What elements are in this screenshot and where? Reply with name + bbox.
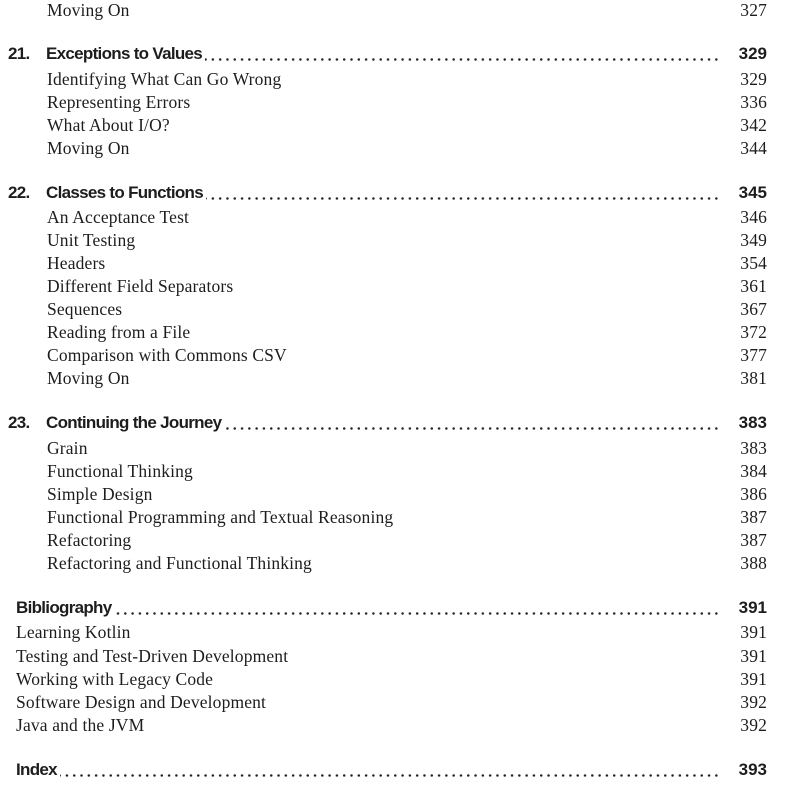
toc-section-entry[interactable] (0, 669, 800, 692)
section-title: Simple Design (47, 484, 153, 504)
page-number: 383 (738, 413, 767, 432)
page-number: 336 (740, 92, 767, 112)
page-number: 381 (740, 368, 767, 388)
section-title: Sequences (47, 299, 123, 319)
page-number: 354 (740, 253, 767, 273)
toc-section-entry[interactable] (0, 692, 800, 715)
section-title: Testing and Test-Driven Development (16, 646, 289, 666)
section-title: What About I/O? (47, 115, 170, 135)
toc-section-entry[interactable] (0, 553, 800, 576)
chapter-number: 22. (8, 183, 30, 202)
toc-section-entry[interactable] (0, 253, 800, 276)
page-number: 391 (740, 669, 767, 689)
toc-section-entry[interactable] (0, 484, 800, 507)
toc-section-entry[interactable] (0, 646, 800, 669)
toc-chapter-entry[interactable] (0, 44, 800, 67)
section-title: Working with Legacy Code (16, 669, 214, 689)
page-number: 387 (740, 530, 767, 550)
page-number: 386 (740, 484, 767, 504)
page-number: 393 (738, 760, 767, 779)
toc-bibliography-entry[interactable] (0, 598, 800, 621)
page-number: 327 (740, 0, 767, 20)
section-title: Moving On (47, 138, 130, 158)
page-number: 329 (738, 44, 767, 63)
section-title: Reading from a File (47, 322, 191, 342)
section-title: Refactoring (47, 530, 132, 550)
section-title: An Acceptance Test (47, 207, 190, 227)
page-number: 387 (740, 507, 767, 527)
page-number: 391 (738, 598, 767, 617)
section-title: Moving On (47, 368, 130, 388)
dot-leader (206, 197, 720, 200)
toc-section-entry[interactable] (0, 276, 800, 299)
chapter-title: Continuing the Journey (46, 413, 222, 432)
section-title: Identifying What Can Go Wrong (47, 69, 282, 89)
page-number: 391 (740, 622, 767, 642)
chapter-number: 21. (8, 44, 30, 63)
section-title: Refactoring and Functional Thinking (47, 553, 312, 573)
section-title: Headers (47, 253, 106, 273)
toc-section-entry[interactable] (0, 230, 800, 253)
toc-section-entry[interactable] (0, 461, 800, 484)
toc-section-entry[interactable] (0, 530, 800, 553)
page-number: 344 (740, 138, 767, 158)
section-title: Functional Thinking (47, 461, 193, 481)
page-number: 384 (740, 461, 767, 481)
index-title: Index (16, 760, 57, 779)
section-title: Representing Errors (47, 92, 191, 112)
page-number: 367 (740, 299, 767, 319)
page-number: 388 (740, 553, 767, 573)
toc-index-entry[interactable] (0, 760, 800, 783)
page-number: 349 (740, 230, 767, 250)
section-title: Learning Kotlin (16, 622, 131, 642)
toc-section-entry[interactable] (0, 715, 800, 738)
toc-section-entry[interactable] (0, 69, 800, 92)
toc-section-entry[interactable] (0, 322, 800, 345)
bibliography-title: Bibliography (16, 598, 112, 617)
page-number: 342 (740, 115, 767, 135)
section-title: Different Field Separators (47, 276, 234, 296)
page-number: 372 (740, 322, 767, 342)
toc-section-entry[interactable] (0, 115, 800, 138)
section-title: Comparison with Commons CSV (47, 345, 287, 365)
chapter-number: 23. (8, 413, 30, 432)
chapter-title: Exceptions to Values (46, 44, 203, 63)
page-number: 377 (740, 345, 767, 365)
section-title: Grain (47, 438, 88, 458)
page-number: 392 (740, 715, 767, 735)
toc-section-entry[interactable] (0, 138, 800, 161)
toc-chapter-entry[interactable] (0, 183, 800, 206)
page-number: 392 (740, 692, 767, 712)
section-title: Moving On (47, 0, 130, 20)
dot-leader (224, 427, 720, 430)
toc-section-entry[interactable] (0, 92, 800, 115)
toc-section-entry[interactable] (0, 299, 800, 322)
toc-section-entry[interactable] (0, 622, 800, 645)
page-number: 361 (740, 276, 767, 296)
page-number: 345 (738, 183, 767, 202)
section-title: Java and the JVM (16, 715, 145, 735)
section-title: Functional Programming and Textual Reasoning (47, 507, 394, 527)
toc-section-entry[interactable] (0, 438, 800, 461)
section-title: Software Design and Development (16, 692, 267, 712)
toc-section-entry[interactable] (0, 0, 800, 23)
toc-section-entry[interactable] (0, 207, 800, 230)
dot-leader (115, 612, 720, 615)
toc-chapter-entry[interactable] (0, 413, 800, 436)
toc-section-entry[interactable] (0, 345, 800, 368)
section-title: Unit Testing (47, 230, 136, 250)
page-number: 383 (740, 438, 767, 458)
page-number: 391 (740, 646, 767, 666)
dot-leader (205, 58, 720, 61)
page-number: 329 (740, 69, 767, 89)
dot-leader (60, 774, 720, 777)
toc-section-entry[interactable] (0, 507, 800, 530)
toc-section-entry[interactable] (0, 368, 800, 391)
chapter-title: Classes to Functions (46, 183, 203, 202)
page-number: 346 (740, 207, 767, 227)
